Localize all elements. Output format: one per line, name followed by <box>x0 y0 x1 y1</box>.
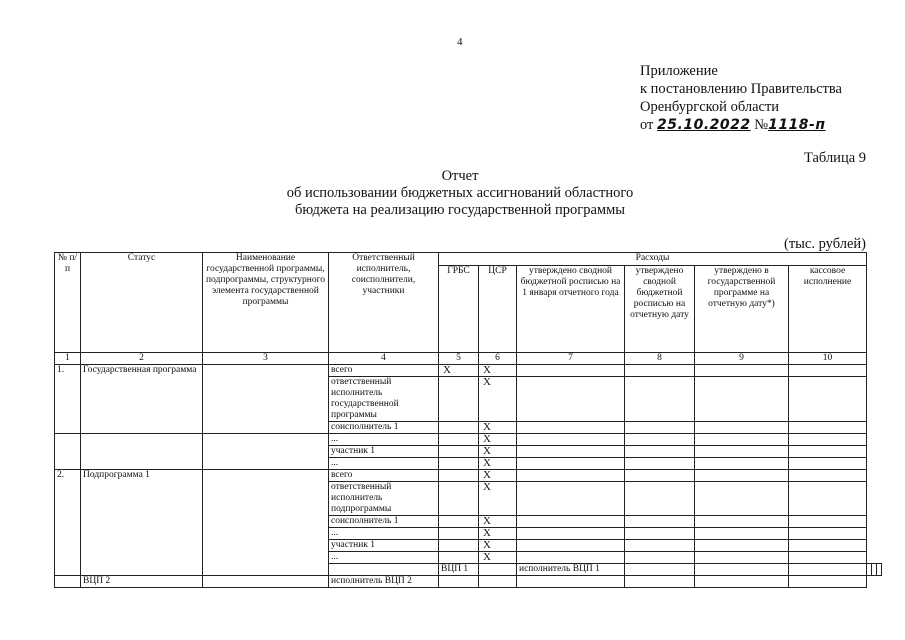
report-table <box>54 252 882 588</box>
value-cell <box>789 434 867 446</box>
value-cell <box>517 470 625 482</box>
col-number: 1 <box>55 353 81 365</box>
value-cell <box>695 482 789 516</box>
value-cell <box>439 482 479 516</box>
value-cell <box>625 482 695 516</box>
row-status: Государственная программа <box>81 365 203 434</box>
appendix-line-1: Приложение <box>640 63 718 79</box>
value-cell <box>517 434 625 446</box>
col-number: 3 <box>203 353 329 365</box>
value-cell <box>625 470 695 482</box>
row-participant: ... <box>329 458 439 470</box>
row-status <box>81 434 203 470</box>
col-number: 4 <box>329 353 439 365</box>
value-cell <box>789 552 867 564</box>
value-cell <box>517 422 625 434</box>
col-number: 5 <box>439 353 479 365</box>
appendix-line-2: к постановлению Правительства <box>640 81 842 97</box>
value-cell <box>789 528 867 540</box>
x-mark: X <box>479 516 517 528</box>
x-mark: X <box>479 365 517 377</box>
value-cell <box>789 365 867 377</box>
row-participant: ... <box>329 434 439 446</box>
value-cell <box>439 434 479 446</box>
value-cell <box>789 422 867 434</box>
row-name <box>203 576 329 588</box>
value-cell <box>789 540 867 552</box>
value-cell <box>789 377 867 422</box>
header-expenses: Расходы <box>439 253 867 266</box>
col-number: 7 <box>517 353 625 365</box>
header-approved-date: утверждено сводной бюджетной росписью на отчетную дату <box>625 266 695 353</box>
row-status: ВЦП 2 <box>81 576 203 588</box>
row-name <box>203 470 329 576</box>
value-cell <box>695 516 789 528</box>
value-cell <box>695 470 789 482</box>
header-num: № п/п <box>55 253 81 353</box>
number-label: № <box>754 117 769 133</box>
x-mark: X <box>479 540 517 552</box>
row-name <box>479 564 517 576</box>
col-number: 8 <box>625 353 695 365</box>
value-cell <box>877 564 882 576</box>
value-cell <box>625 540 695 552</box>
x-mark: X <box>479 482 517 516</box>
row-participant: соисполнитель 1 <box>329 422 439 434</box>
value-cell <box>517 365 625 377</box>
value-cell <box>517 446 625 458</box>
value-cell <box>517 377 625 422</box>
value-cell <box>789 482 867 516</box>
value-cell <box>439 528 479 540</box>
value-cell <box>789 564 867 576</box>
value-cell <box>695 422 789 434</box>
value-cell <box>517 458 625 470</box>
row-status: Подпрограмма 1 <box>81 470 203 576</box>
row-name <box>203 434 329 470</box>
units-label: (тыс. рублей) <box>784 236 866 252</box>
value-cell <box>695 576 789 588</box>
x-mark: X <box>479 446 517 458</box>
row-number <box>329 564 439 576</box>
header-approved-program: утверждено в государственной программе на отчетную дату*) <box>695 266 789 353</box>
row-participant: исполнитель ВЦП 1 <box>517 564 625 576</box>
value-cell <box>517 552 625 564</box>
row-participant: ответственный исполнитель государственной программы <box>329 377 439 422</box>
row-participant: всего <box>329 365 439 377</box>
header-name: Наименование государственной программы, подпрограммы, структурного элемента государственной программы <box>203 253 329 353</box>
header-cash: кассовое исполнение <box>789 266 867 353</box>
value-cell <box>695 458 789 470</box>
col-number: 10 <box>789 353 867 365</box>
row-number <box>55 576 81 588</box>
row-participant: ... <box>329 552 439 564</box>
x-mark: X <box>479 377 517 422</box>
x-mark: X <box>479 528 517 540</box>
row-participant: всего <box>329 470 439 482</box>
report-title <box>200 168 720 219</box>
header-grbs: ГРБС <box>439 266 479 353</box>
value-cell <box>695 434 789 446</box>
header-responsible: Ответственный исполнитель, соисполнители, участники <box>329 253 439 353</box>
value-cell <box>695 446 789 458</box>
title-line-2: об использовании бюджетных ассигнований областного <box>286 185 634 201</box>
value-cell <box>439 470 479 482</box>
page-number: 4 <box>457 36 463 48</box>
title-line-1: Отчет <box>441 168 479 184</box>
value-cell <box>695 564 789 576</box>
value-cell <box>439 458 479 470</box>
row-participant: участник 1 <box>329 446 439 458</box>
value-cell <box>625 552 695 564</box>
decree-date: 25.10.2022 <box>657 117 751 133</box>
value-cell <box>625 516 695 528</box>
row-participant: соисполнитель 1 <box>329 516 439 528</box>
value-cell <box>439 422 479 434</box>
value-cell <box>789 458 867 470</box>
table-label: Таблица 9 <box>804 150 867 166</box>
value-cell <box>625 377 695 422</box>
value-cell <box>517 516 625 528</box>
value-cell <box>517 576 625 588</box>
value-cell <box>625 434 695 446</box>
x-mark: X <box>479 552 517 564</box>
x-mark: X <box>479 458 517 470</box>
row-participant: участник 1 <box>329 540 439 552</box>
header-status: Статус <box>81 253 203 353</box>
value-cell <box>439 576 479 588</box>
value-cell <box>439 540 479 552</box>
x-mark: X <box>479 434 517 446</box>
row-name <box>203 365 329 434</box>
value-cell <box>625 528 695 540</box>
x-mark: X <box>479 422 517 434</box>
from-label: от <box>640 117 654 133</box>
value-cell <box>625 422 695 434</box>
row-number: 1. <box>55 365 81 434</box>
value-cell <box>625 458 695 470</box>
value-cell <box>695 552 789 564</box>
value-cell <box>625 446 695 458</box>
value-cell <box>625 564 695 576</box>
title-line-3: бюджета на реализацию государственной программы <box>294 202 626 218</box>
value-cell <box>517 540 625 552</box>
value-cell <box>695 365 789 377</box>
row-status: ВЦП 1 <box>439 564 479 576</box>
value-cell <box>789 446 867 458</box>
value-cell <box>695 540 789 552</box>
decree-number: 1118-п <box>768 117 826 133</box>
col-number: 2 <box>81 353 203 365</box>
value-cell <box>439 377 479 422</box>
value-cell <box>439 446 479 458</box>
header-approved-jan: утверждено сводной бюджетной росписью на 1 января отчетного года <box>517 266 625 353</box>
appendix-block <box>640 62 842 134</box>
value-cell <box>517 528 625 540</box>
col-number: 6 <box>479 353 517 365</box>
row-number <box>55 434 81 470</box>
value-cell <box>517 482 625 516</box>
value-cell <box>479 576 517 588</box>
value-cell <box>439 552 479 564</box>
value-cell <box>625 365 695 377</box>
x-mark: X <box>439 365 479 377</box>
value-cell <box>789 516 867 528</box>
row-number: 2. <box>55 470 81 576</box>
value-cell <box>695 528 789 540</box>
value-cell <box>695 377 789 422</box>
value-cell <box>789 576 867 588</box>
appendix-date-line <box>640 116 842 134</box>
row-participant: ... <box>329 528 439 540</box>
header-csr: ЦСР <box>479 266 517 353</box>
value-cell <box>439 516 479 528</box>
x-mark: X <box>479 470 517 482</box>
appendix-line-3: Оренбургской области <box>640 99 780 115</box>
row-participant: исполнитель ВЦП 2 <box>329 576 439 588</box>
value-cell <box>789 470 867 482</box>
row-participant: ответственный исполнитель подпрограммы <box>329 482 439 516</box>
value-cell <box>625 576 695 588</box>
col-number: 9 <box>695 353 789 365</box>
